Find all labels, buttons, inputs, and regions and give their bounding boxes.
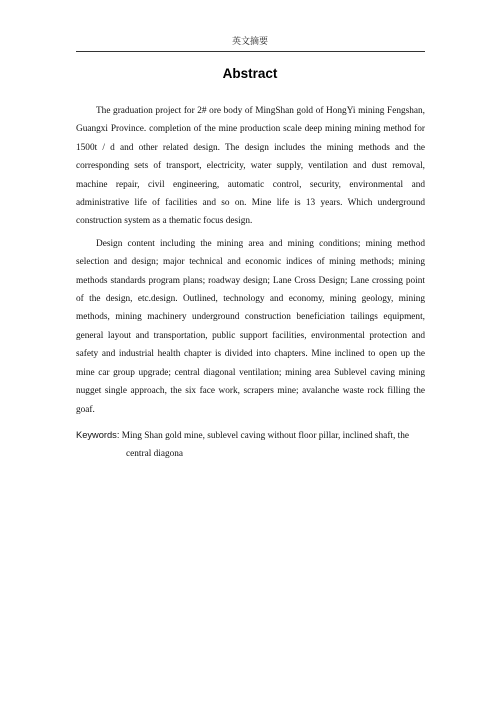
abstract-body (76, 102, 425, 464)
header-rule (76, 51, 425, 52)
abstract-title: Abstract (222, 66, 278, 81)
abstract-paragraph-2: Design content including the mining area and mining conditions; mining method selection and design; major technical and economic indices of mining methods; mining methods standards program plans; roadway design; Lane Cross Design; Lane crossing point of the design, etc.design. Outlined, technology and economy, mining geology, mining methods, mining machinery underground construction beneficiation tailings equipment, general layout and transportation, public support facilities, environmental protection and safety and industrial health chapter is divided into chapters. Mine inclined to open up the mine car group upgrade; central diagonal ventilation; mining area Sublevel caving mining nugget single approach, the six face work, scrapers mine; avalanche waste rock filling the goaf. (76, 238, 425, 415)
keywords-line (76, 426, 425, 464)
keywords-label: Keywords: (76, 429, 120, 440)
abstract-paragraph-1: The graduation project for 2# ore body of MingShan gold of HongYi mining Fengshan, Guangxi Province. completion of the mine production scale deep mining mining method for 1500t / d and other related design. The design includes the mining methods and the corresponding sets of transport, electricity, water supply, ventilation and dust removal, machine repair, civil engineering, automatic control, security, environmental and administrative life of facilities and so on. Mine life is 13 years. Which underground construction system as a thematic focus design. (76, 106, 425, 227)
running-header: 英文摘要 (231, 37, 268, 47)
keywords-text: Ming Shan gold mine, sublevel caving without floor pillar, inclined shaft, the central diagona (121, 430, 409, 460)
